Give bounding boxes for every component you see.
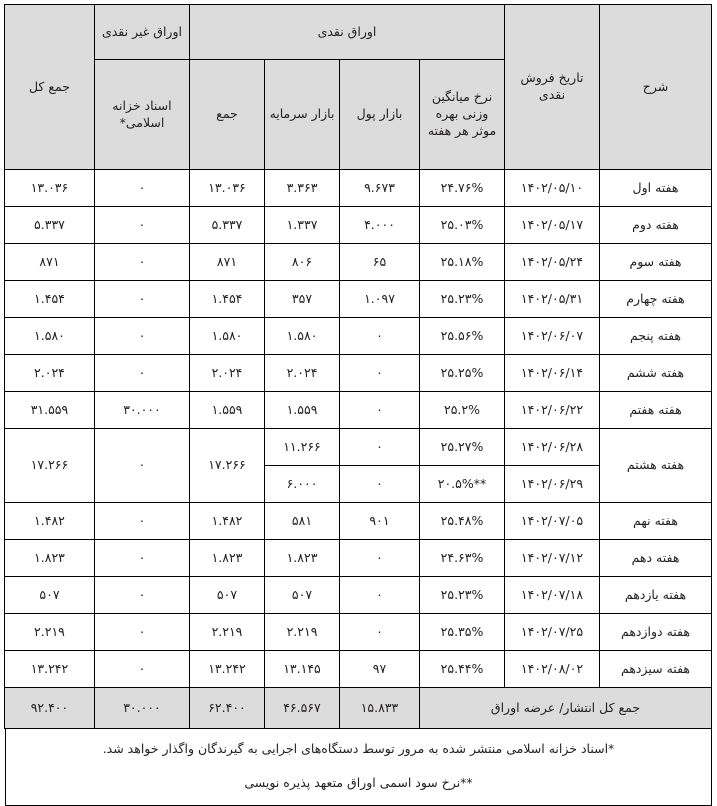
row-capital-market: ۳.۳۶۳ <box>265 170 340 207</box>
row-rate: ۲۵.۱۸% <box>420 244 505 281</box>
row-description: هفته ششم <box>600 355 712 392</box>
footnote-nominal-rate: **نرخ سود اسمی اوراق متعهد پذیره نویسی <box>244 775 473 790</box>
row-capital-market: ۱۱.۲۶۶ <box>265 429 340 466</box>
row-grand-total: ۱۳.۰۳۶ <box>4 170 94 207</box>
footnotes <box>5 729 712 806</box>
table-body <box>4 170 711 729</box>
row-capital-market: ۱.۳۳۷ <box>265 207 340 244</box>
table-row <box>4 244 711 281</box>
header-sale-date: تاریخ فروش نقدی <box>505 5 600 170</box>
row-cash-sum: ۱.۴۸۲ <box>189 503 264 540</box>
row-treasury: ۰ <box>94 170 189 207</box>
row-sale-date: ۱۴۰۲/۰۶/۱۴ <box>505 355 600 392</box>
table-header <box>4 5 711 170</box>
row-money-market: ۹۷ <box>340 651 420 688</box>
row-sale-date: ۱۴۰۲/۰۸/۰۲ <box>505 651 600 688</box>
total-capital-market: ۴۶.۵۶۷ <box>265 688 340 729</box>
row-rate: ۲۰.۵%** <box>420 466 505 503</box>
row-grand-total: ۱.۵۸۰ <box>4 318 94 355</box>
row-rate: ۲۴.۶۳% <box>420 540 505 577</box>
row-grand-total: ۱.۴۵۴ <box>4 281 94 318</box>
row-rate: ۲۴.۷۶% <box>420 170 505 207</box>
row-description: هفته چهارم <box>600 281 712 318</box>
row-rate: ۲۵.۰۳% <box>420 207 505 244</box>
row-cash-sum: ۵.۳۳۷ <box>189 207 264 244</box>
row-description: هفته یازدهم <box>600 577 712 614</box>
row-sale-date: ۱۴۰۲/۰۶/۲۲ <box>505 392 600 429</box>
row-treasury: ۰ <box>94 651 189 688</box>
row-grand-total: ۱.۸۲۳ <box>4 540 94 577</box>
row-money-market: ۰ <box>340 466 420 503</box>
row-rate: ۲۵.۲۵% <box>420 355 505 392</box>
row-capital-market: ۸۰۶ <box>265 244 340 281</box>
row-money-market: ۶۵ <box>340 244 420 281</box>
row-capital-market: ۵۰۷ <box>265 577 340 614</box>
row-description: هفته دهم <box>600 540 712 577</box>
row-description: هفته دوم <box>600 207 712 244</box>
row-sale-date: ۱۴۰۲/۰۵/۲۴ <box>505 244 600 281</box>
total-cash-sum: ۶۲.۴۰۰ <box>189 688 264 729</box>
row-grand-total: ۱.۴۸۲ <box>4 503 94 540</box>
row-money-market: ۰ <box>340 429 420 466</box>
row-description: هفته اول <box>600 170 712 207</box>
row-grand-total: ۲.۰۲۴ <box>4 355 94 392</box>
table-row <box>4 318 711 355</box>
row-grand-total: ۵۰۷ <box>4 577 94 614</box>
total-treasury: ۳۰.۰۰۰ <box>94 688 189 729</box>
row-capital-market: ۵۸۱ <box>265 503 340 540</box>
row-cash-sum: ۱.۴۵۴ <box>189 281 264 318</box>
row-cash-sum: ۱۳.۲۴۲ <box>189 651 264 688</box>
row-grand-total: ۱۳.۲۴۲ <box>4 651 94 688</box>
total-grand-total: ۹۲.۴۰۰ <box>4 688 94 729</box>
row-rate: ۲۵.۲۳% <box>420 281 505 318</box>
row-description: هفته سیزدهم <box>600 651 712 688</box>
row-cash-sum: ۱۷.۲۶۶ <box>189 429 264 503</box>
row-capital-market: ۱.۵۸۰ <box>265 318 340 355</box>
header-grand-total: جمع کل <box>4 5 94 170</box>
row-capital-market: ۶.۰۰۰ <box>265 466 340 503</box>
row-cash-sum: ۱.۵۵۹ <box>189 392 264 429</box>
row-rate: ۲۵.۴۴% <box>420 651 505 688</box>
table-row <box>4 577 711 614</box>
row-money-market: ۰ <box>340 577 420 614</box>
row-capital-market: ۲.۰۲۴ <box>265 355 340 392</box>
row-treasury: ۰ <box>94 540 189 577</box>
row-rate: ۲۵.۳۵% <box>420 614 505 651</box>
row-capital-market: ۳۵۷ <box>265 281 340 318</box>
total-row-label: جمع کل انتشار/ عرضه اوراق <box>420 688 712 729</box>
row-sale-date: ۱۴۰۲/۰۵/۱۷ <box>505 207 600 244</box>
row-capital-market: ۲.۲۱۹ <box>265 614 340 651</box>
row-cash-sum: ۱.۵۸۰ <box>189 318 264 355</box>
row-grand-total: ۸۷۱ <box>4 244 94 281</box>
row-treasury: ۳۰.۰۰۰ <box>94 392 189 429</box>
row-rate: ۲۵.۲۳% <box>420 577 505 614</box>
header-cash-securities: اوراق نقدی <box>189 5 504 60</box>
row-sale-date: ۱۴۰۲/۰۵/۳۱ <box>505 281 600 318</box>
table-row <box>4 540 711 577</box>
row-money-market: ۰ <box>340 318 420 355</box>
row-cash-sum: ۲.۲۱۹ <box>189 614 264 651</box>
row-sale-date: ۱۴۰۲/۰۷/۱۸ <box>505 577 600 614</box>
table-row <box>4 503 711 540</box>
row-treasury: ۰ <box>94 614 189 651</box>
row-treasury: ۰ <box>94 244 189 281</box>
row-sale-date: ۱۴۰۲/۰۷/۱۲ <box>505 540 600 577</box>
header-group-row <box>4 5 711 60</box>
row-treasury: ۰ <box>94 429 189 503</box>
row-treasury: ۰ <box>94 207 189 244</box>
row-capital-market: ۱.۵۵۹ <box>265 392 340 429</box>
row-money-market: ۱.۰۹۷ <box>340 281 420 318</box>
row-rate: ۲۵.۲۷% <box>420 429 505 466</box>
table-row <box>4 281 711 318</box>
header-cash-sum: جمع <box>189 60 264 170</box>
row-cash-sum: ۱۳.۰۳۶ <box>189 170 264 207</box>
table-row <box>4 614 711 651</box>
row-money-market: ۹۰۱ <box>340 503 420 540</box>
row-grand-total: ۵.۳۳۷ <box>4 207 94 244</box>
row-cash-sum: ۱.۸۲۳ <box>189 540 264 577</box>
row-treasury: ۰ <box>94 577 189 614</box>
row-rate: ۲۵.۵۶% <box>420 318 505 355</box>
row-sale-date: ۱۴۰۲/۰۶/۰۷ <box>505 318 600 355</box>
row-capital-market: ۱۳.۱۴۵ <box>265 651 340 688</box>
row-money-market: ۰ <box>340 355 420 392</box>
table-row <box>4 355 711 392</box>
row-money-market: ۰ <box>340 392 420 429</box>
header-islamic-treasury-bills: اسناد خزانه اسلامی* <box>94 60 189 170</box>
row-sale-date: ۱۴۰۲/۰۷/۰۵ <box>505 503 600 540</box>
header-weighted-avg-rate: نرخ میانگین وزنی بهره موثر هر هفته <box>420 60 505 170</box>
row-sale-date: ۱۴۰۲/۰۶/۲۸ <box>505 429 600 466</box>
row-treasury: ۰ <box>94 503 189 540</box>
total-money-market: ۱۵.۸۳۳ <box>340 688 420 729</box>
header-money-market: بازار پول <box>340 60 420 170</box>
row-rate: ۲۵.۲% <box>420 392 505 429</box>
row-description: هفته نهم <box>600 503 712 540</box>
row-cash-sum: ۲.۰۲۴ <box>189 355 264 392</box>
header-capital-market: بازار سرمایه <box>265 60 340 170</box>
row-cash-sum: ۸۷۱ <box>189 244 264 281</box>
table-row <box>4 392 711 429</box>
row-money-market: ۰ <box>340 540 420 577</box>
row-money-market: ۹.۶۷۳ <box>340 170 420 207</box>
row-sale-date: ۱۴۰۲/۰۵/۱۰ <box>505 170 600 207</box>
table-row <box>4 170 711 207</box>
header-description: شرح <box>600 5 712 170</box>
row-rate: ۲۵.۴۸% <box>420 503 505 540</box>
row-cash-sum: ۵۰۷ <box>189 577 264 614</box>
row-description: هفته دوازدهم <box>600 614 712 651</box>
row-treasury: ۰ <box>94 318 189 355</box>
securities-issuance-table <box>4 4 712 729</box>
table-row <box>4 429 711 466</box>
row-sale-date: ۱۴۰۲/۰۷/۲۵ <box>505 614 600 651</box>
row-grand-total: ۲.۲۱۹ <box>4 614 94 651</box>
row-grand-total: ۱۷.۲۶۶ <box>4 429 94 503</box>
table-row <box>4 651 711 688</box>
footnote-treasury-bills: *اسناد خزانه اسلامی منتشر شده به مرور توسط دستگاه‌های اجرایی به گیرندگان واگذار خواهد شد. <box>102 741 615 756</box>
row-sale-date: ۱۴۰۲/۰۶/۲۹ <box>505 466 600 503</box>
row-description: هفته هشتم <box>600 429 712 503</box>
header-non-cash-securities: اوراق غیر نقدی <box>94 5 189 60</box>
row-money-market: ۴.۰۰۰ <box>340 207 420 244</box>
row-treasury: ۰ <box>94 281 189 318</box>
row-money-market: ۰ <box>340 614 420 651</box>
row-description: هفته سوم <box>600 244 712 281</box>
row-grand-total: ۳۱.۵۵۹ <box>4 392 94 429</box>
row-capital-market: ۱.۸۲۳ <box>265 540 340 577</box>
total-row <box>4 688 711 729</box>
table-row <box>4 207 711 244</box>
row-description: هفته پنجم <box>600 318 712 355</box>
row-treasury: ۰ <box>94 355 189 392</box>
row-description: هفته هفتم <box>600 392 712 429</box>
